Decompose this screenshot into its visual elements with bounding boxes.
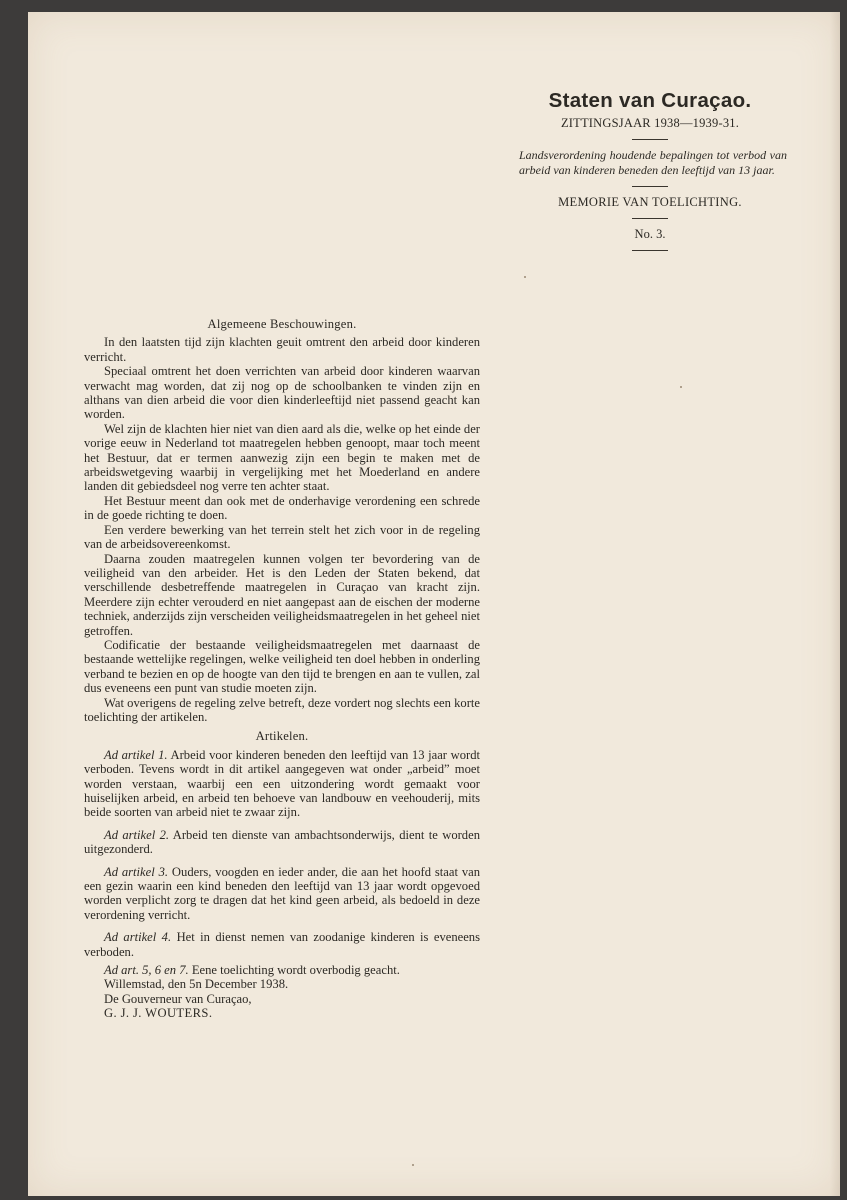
article-label: Ad artikel 1. [104, 747, 168, 762]
ordinance-subject: Landsverordening houdende bepalingen tot verbod van arbeid van kinderen beneden den leeftijd van 13 jaar. [519, 148, 787, 177]
signature-name: G. J. J. WOUTERS. [104, 1006, 213, 1021]
header-divider [632, 139, 668, 140]
signature-role: De Gouverneur van Curaçao, [104, 991, 252, 1006]
paper-speck [524, 276, 526, 278]
paper-speck [412, 1164, 414, 1166]
page-edge-shadow [830, 12, 840, 1196]
header-divider [632, 250, 668, 251]
header-divider [632, 186, 668, 187]
section-heading-articles: Artikelen. [255, 729, 309, 744]
paragraph: Een verdere bewerking van het terrein stelt het zich voor in de regeling van de arbeidsovereenkomst. [84, 522, 480, 552]
document-page [28, 12, 840, 1196]
article-paragraph [84, 963, 480, 977]
article-text: Eene toelichting wordt overbodig geacht. [191, 963, 400, 978]
paragraph: Het Bestuur meent dan ook met de onderhavige verordening een schrede in de goede richting te doen. [84, 493, 480, 523]
article-label: Ad artikel 4. [104, 930, 172, 945]
article-paragraph [84, 865, 480, 923]
document-body [84, 317, 480, 1021]
paragraph: Codificatie der bestaande veiligheidsmaatregelen met daarnaast de bestaande wettelijke regelingen, welke veiligheid ten doel hebben in onderling verband te bezien en op de hoogte van den tijd te brengen en aan te vullen, zal dus eveneens een punt van studie moeten zijn. [84, 637, 480, 696]
article-paragraph [84, 828, 480, 857]
document-type: MEMORIE VAN TOELICHTING. [558, 195, 742, 209]
document-header [502, 88, 798, 259]
article-text: Het in dienst nemen van zoodanige kinderen is eveneens verboden. [84, 930, 481, 959]
paragraph: Speciaal omtrent het doen verrichten van arbeid door kinderen waarvan verwacht mag worden, dat zij nog op de schoolbanken te vinden zijn en althans van dien arbeid die voor dien kinderleeftijd niet passend geacht kan worden. [84, 364, 480, 422]
section-heading-general: Algemeene Beschouwingen. [207, 317, 357, 331]
page-title: Staten van Curaçao. [548, 89, 752, 112]
header-divider [632, 218, 668, 219]
article-label: Ad art. 5, 6 en 7. [104, 963, 189, 978]
article-paragraph [84, 748, 480, 820]
article-paragraph [84, 930, 480, 959]
article-text: Arbeid voor kinderen beneden den leeftijd van 13 jaar wordt verboden. Tevens wordt in dit artikel aangegeven wat onder „arbeid” moet worden verstaan, waarbij een een uitzondering wordt gemaakt voor huiselijken arbeid, en arbeid ten behoeve van landbouw en veehouderij, mits beide soorten van arbeid niet te zwaar zijn. [84, 747, 480, 820]
paragraph: Wel zijn de klachten hier niet van dien aard als die, welke op het einde der vorige eeuw in Nederland tot maatregelen hebben genoopt, maar toch meent het Bestuur, dat er termen aanwezig zijn een begin te maken met de arbeidswetgeving waarbij in vergelijking met het Moederland en andere landen dit gebiedsdeel nog verre ten achter staat. [84, 421, 480, 494]
session-year: ZITTINGSJAAR 1938—1939-31. [560, 116, 740, 130]
article-text: Arbeid ten dienste van ambachtsonderwijs, dient te worden uitgezonderd. [84, 827, 480, 857]
article-text: Ouders, voogden en ieder ander, die aan het hoofd staat van een gezin waarin een kind beneden den leeftijd van 13 jaar wordt opgevoed worden verplicht zorg te dragen dat het kind geen arbeid, als bedoeld in deze verordening verricht. [84, 864, 481, 922]
document-number: No. 3. [634, 227, 666, 241]
paper-speck [680, 386, 682, 388]
paragraph: Wat overigens de regeling zelve betreft, deze vordert nog slechts een korte toelichting der artikelen. [84, 695, 480, 724]
article-label: Ad artikel 2. [104, 827, 170, 842]
paragraph: In den laatsten tijd zijn klachten geuit omtrent den arbeid door kinderen verricht. [84, 335, 480, 364]
article-label: Ad artikel 3. [104, 864, 169, 879]
paragraph: Daarna zouden maatregelen kunnen volgen ter bevordering van de veiligheid van den arbeider. Het is den Leden der Staten bekend, dat verschillende desbetreffende maatregelen in Curaçao van kracht zijn. Meerdere zijn echter verouderd en niet aangepast aan de eischen der moderne techniek, anderzijds zijn verscheiden veiligheidsmaatregelen in het geheel niet getroffen. [84, 551, 480, 638]
signature-place-date: Willemstad, den 5n December 1938. [104, 977, 289, 992]
